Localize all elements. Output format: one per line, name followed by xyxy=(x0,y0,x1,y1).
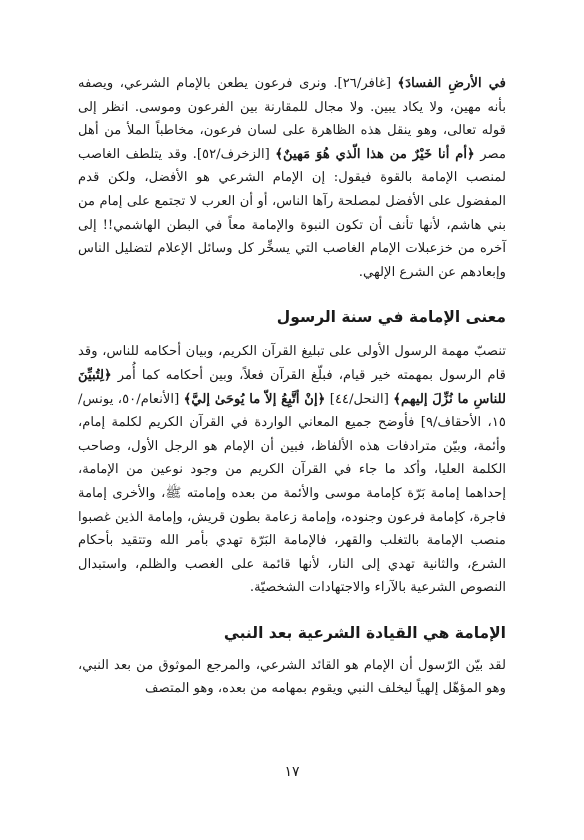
paragraph-text: [النحل/٤٤] xyxy=(325,391,394,407)
section-heading: معنى الإمامة في سنة الرسول xyxy=(276,308,506,327)
paragraph-text: [الأنعام/٥٠، يونس/١٥، الأحقاف/٩] فأوضح جميع المعاني الواردة في القرآن الكريم لكلمة إمام، وأئمة، وبيّن مترادفات هذه الألفاظ، فبين أن الإمام هو الرجل الأول، وصاحب الكلمة العليا، وأكد ما جاء في القرآن الكريم من وجود نوعين من الإمامة، إحداهما إمامة بَرّة كإمامة موسى والأئمة من بعده وإمامته ﷺ، والأخرى إمامة فاجرة، كإمامة فرعون وجنوده، وإمامة زعامة بطون قريش، وإمامة الذين غصبوا منصب الإمامة بالتغلب والقهر، فالإمامة البَرّة تهدي بأمر الله وتتقيد بأحكام الشرع، والثانية تهدي إلى النار، لأنها قائمة على الغصب والظلم، واستبدال النصوص الشرعية بالآراء والاجتهادات الشخصيّة. xyxy=(78,391,506,596)
quran-quote: ﴿لِتُبيِّنَ للناسِ ما نُزِّلَ إليهم﴾ xyxy=(78,367,507,407)
quran-quote: ﴿إنْ أتَّبِعُ إلاّ ما يُوحَىٰ إليَّ﴾ xyxy=(183,391,326,407)
paragraph-text: لقد بيّن الرّسول أن الإمام هو القائد الشرعي، والمرجع الموثوق من بعد النبي، وهو المؤهّل إلهياً ليخلف النبي ويقوم بمهامه من بعده، وهو المتصف xyxy=(78,657,506,697)
paragraph-text: [غافر/٢٦]. ونرى فرعون يطعن بالإمام الشرعي، ويصفه بأنه مهين، ولا يكاد يبين. ولا مجال للمقارنة بين الفرعون وموسى. انظر إلى قوله تعالى، وهو ينقل هذه الظاهرة على لسان فرعون، مخاطباً الملأ من أهل مصر xyxy=(78,76,507,162)
paragraph-text: تنصبّ مهمة الرسول الأولى على تبليغ القرآن الكريم، وبيان أحكامه للناس، وقد قام الرسول بمهمته خير قيام، فبلّغ القرآن فعلاً، وبين أحكامه كما أُمر xyxy=(78,344,506,383)
quran-quote: في الأرضِ الفسادَ﴾ xyxy=(397,76,506,91)
paragraph-text: [الزخرف/٥٢]. وقد يتلطف الغاصب لمنصب الإمامة بالقوة فيقول: إن الإمام الشرعي هو الأفضل، ولكن قدم المفضول على الأفضل لمصلحة رآها الناس، أو أن العرب لا تجتمع على إمام من بني هاشم، لأنها تأنف أن تكون النبوة والإمامة معاً في البطن الهاشمي!! إلى آخره من خزعبلات الإمام الغاصب التي يسخِّر كل وسائل الإعلام لتضليل الناس وإبعادهم عن الشرع الإلهي. xyxy=(78,146,506,280)
quran-quote: ﴿أم أنا خَيْرٌ من هذا الّذي هُوَ مَهينٌ﴾ xyxy=(275,146,475,162)
paragraph-imamate-meaning xyxy=(78,340,506,600)
section-heading: الإمامة هي القيادة الشرعية بعد النبي xyxy=(223,623,506,642)
paragraph-pharaoh-usurpation xyxy=(78,72,506,284)
page-number: ١٧ xyxy=(284,764,300,780)
paragraph-legitimate-leadership xyxy=(78,654,506,701)
